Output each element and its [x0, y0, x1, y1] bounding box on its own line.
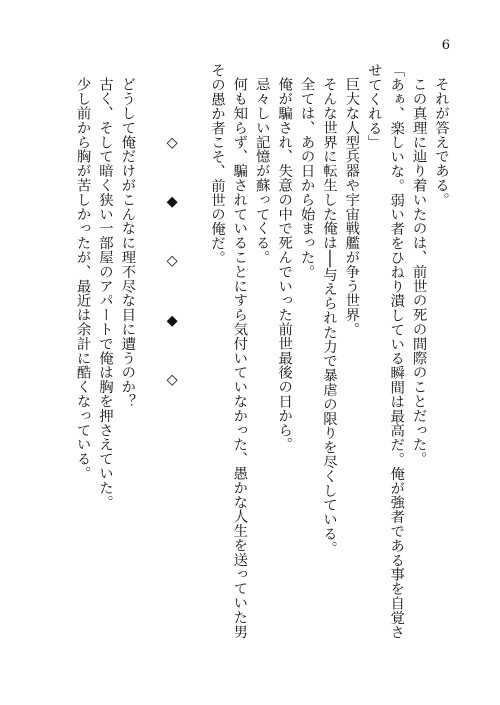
- text-line: 少し前から胸が苦しかったが、最近は余計に酷くなっている。: [74, 77, 91, 481]
- hollow-diamond-icon: ◇: [164, 135, 181, 151]
- page-number: 6: [441, 38, 450, 53]
- text-line: 俺が騙され、失意の中で死んでいった前世最後の日から。: [276, 77, 293, 452]
- filled-diamond-icon: ◆: [164, 194, 181, 211]
- text-line: せてくれる」: [365, 63, 382, 150]
- text-line: この真理に辿り着いたのは、前世の死の間際のことだった。: [410, 77, 427, 467]
- text-line: そんな世界に転生した俺は──与えられた力で暴虐の限りを尽くしている。: [320, 77, 337, 556]
- hollow-diamond-icon: ◇: [164, 253, 181, 270]
- vertical-text-body: [71, 63, 452, 668]
- text-line: どうして俺だけがこんなに理不尽な目に遭うのか？: [119, 77, 136, 409]
- text-line: 古く、そして暗く狭い一部屋のアパートで俺は胸を押さえていた。: [96, 77, 113, 510]
- text-line: 何も知らず、騙されていることにすら気付いていなかった、愚かな人生を送っていた男: [231, 77, 248, 639]
- text-line: それが答えである。: [433, 77, 449, 207]
- text-line: 全ては、あの日から始まった。: [298, 77, 315, 279]
- text-line: [385, 63, 407, 668]
- hollow-diamond-icon: ◇: [164, 371, 181, 388]
- text-segment: 「あぁ、楽しいな。弱い者をひね: [388, 63, 405, 279]
- scene-separator: [161, 63, 183, 668]
- blank-line: [138, 63, 160, 668]
- blank-line: [183, 63, 205, 668]
- text-line: 巨大な人型兵器や宇宙戦艦が争う世界。: [343, 77, 360, 337]
- filled-diamond-icon: ◆: [164, 312, 181, 329]
- text-line: その愚か者こそ、前世の俺だ。: [208, 63, 225, 265]
- text-line: 忌々しい記憶が蘇ってくる。: [253, 77, 270, 265]
- text-segment: り潰している瞬間は最高だ。俺が強者である事を自覚さ: [388, 279, 405, 639]
